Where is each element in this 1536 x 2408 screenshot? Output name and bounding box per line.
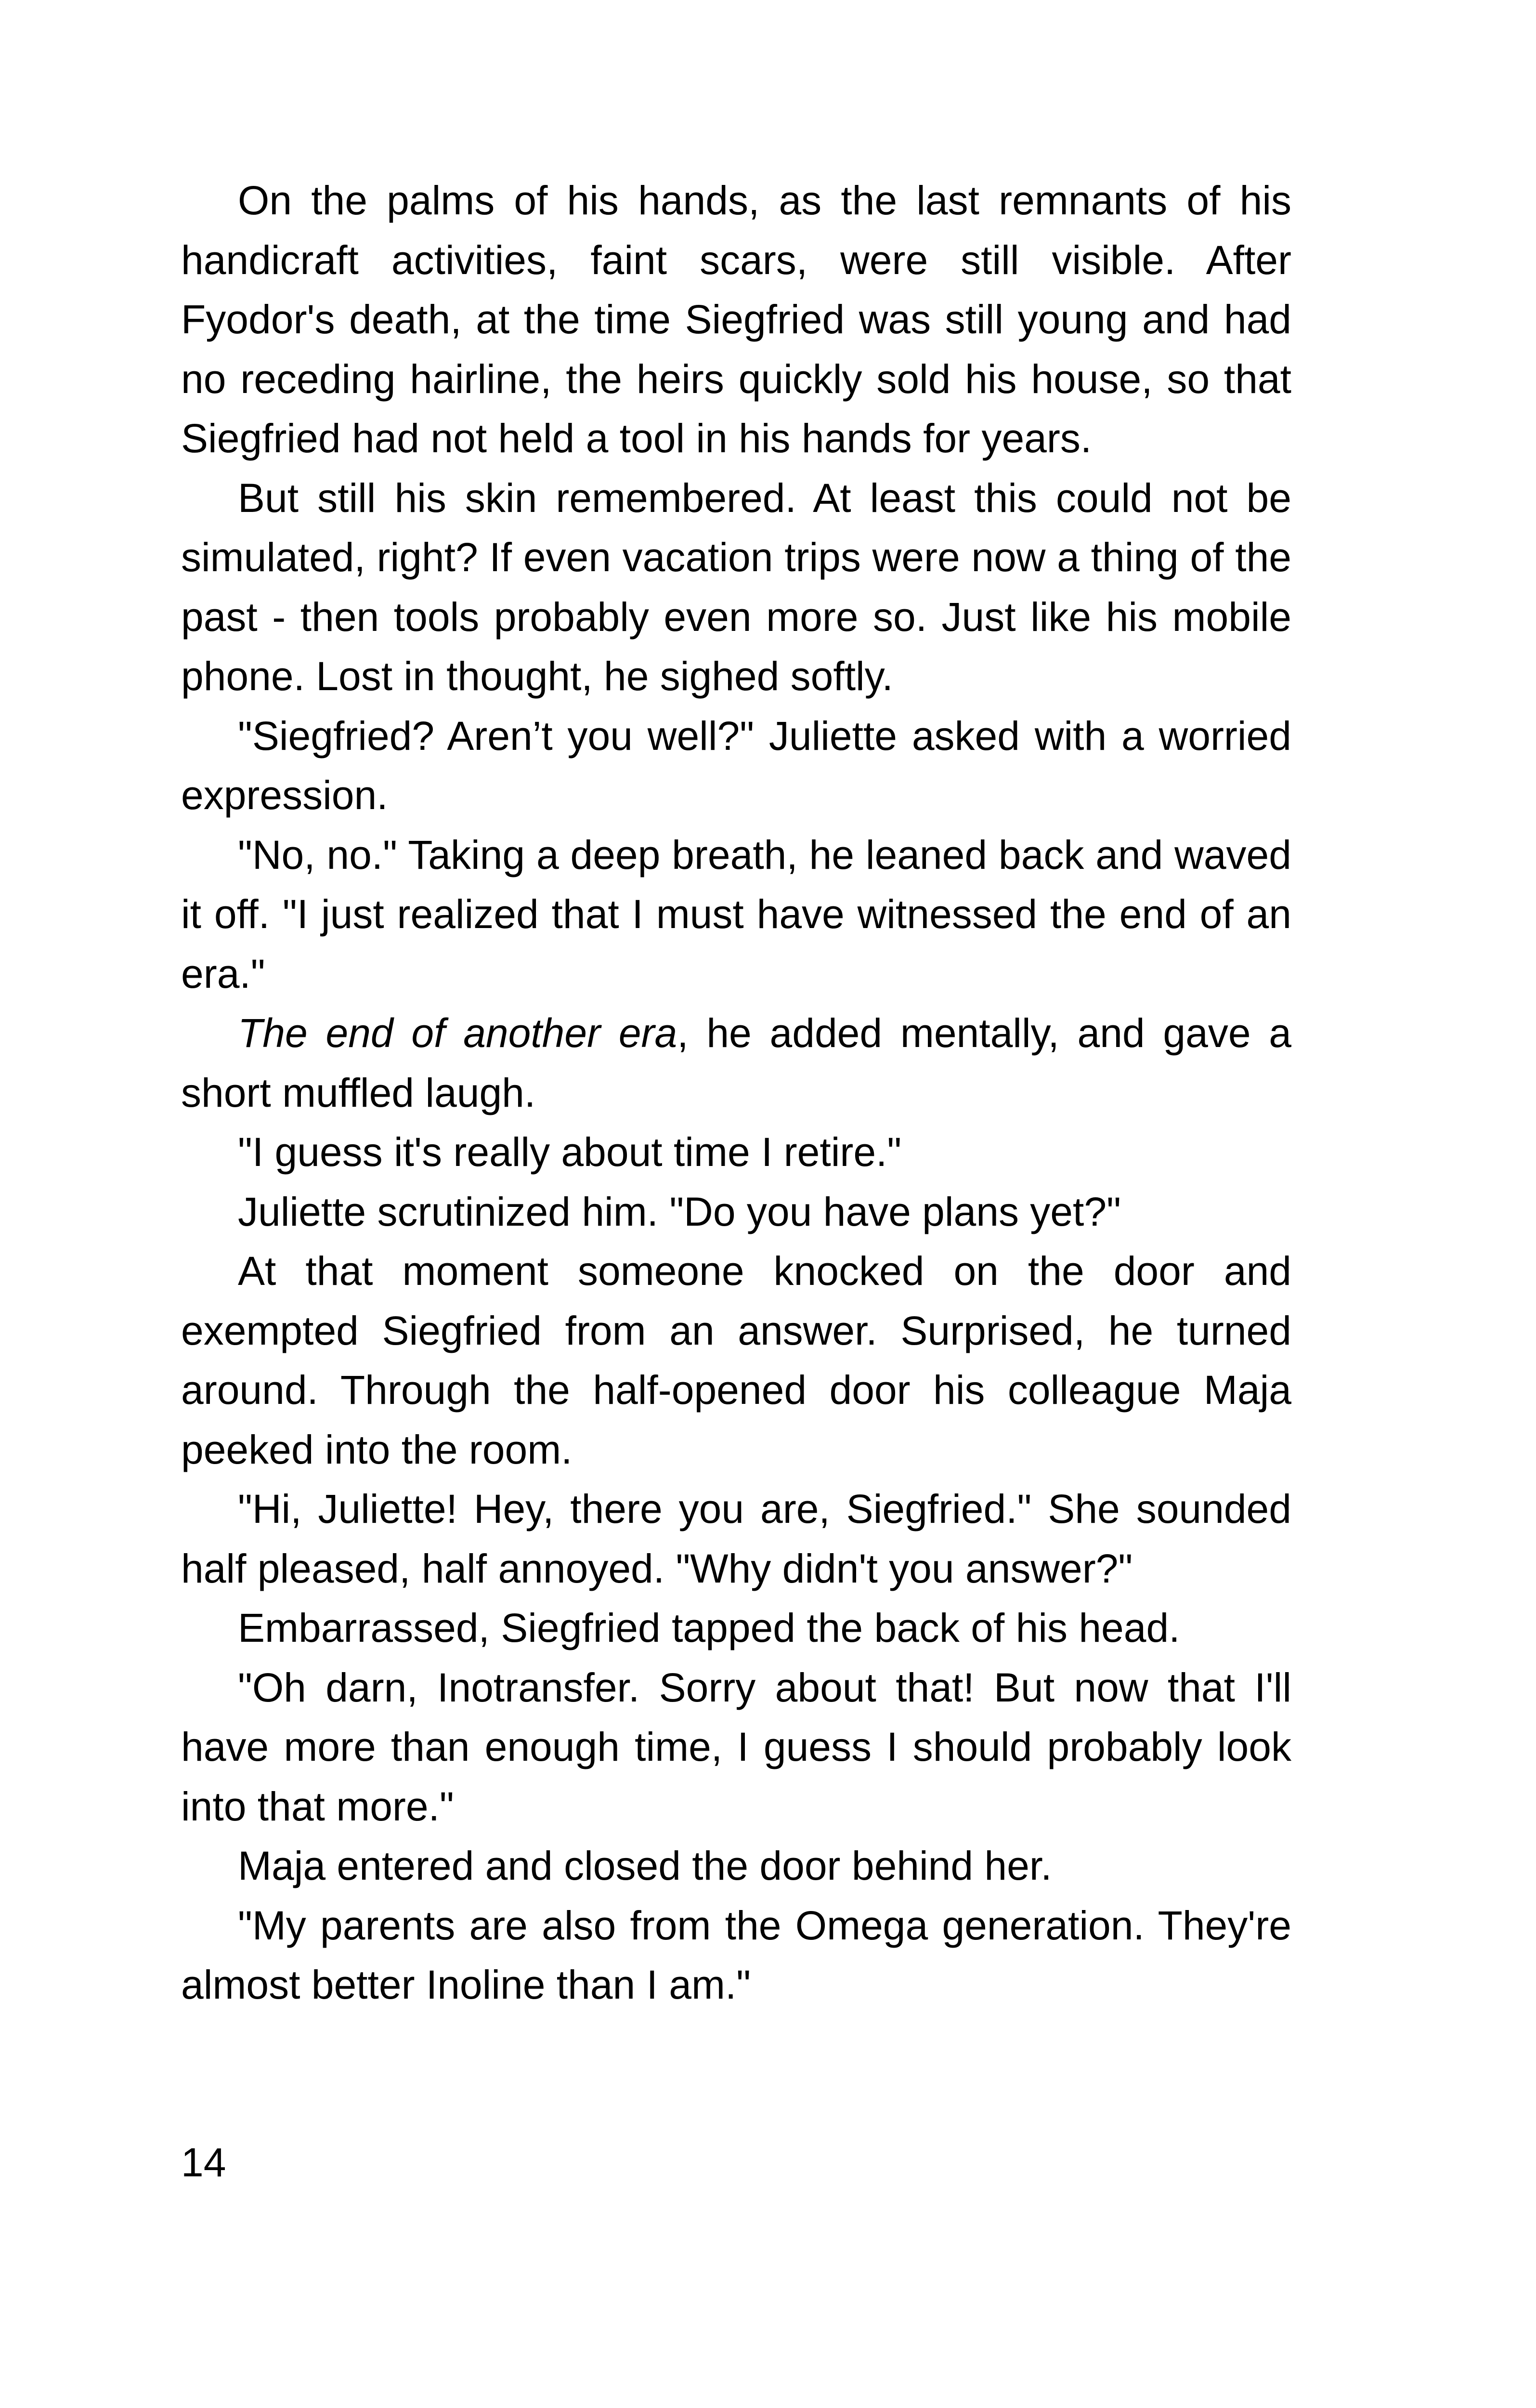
paragraph-8: At that moment someone knocked on the door and exempted Siegfried from an answer. Surprised, he turned around. Through the half-opened door his colleague Maja peeked into the room. bbox=[181, 1248, 1291, 1472]
paragraph-2: But still his skin remembered. At least this could not be simulated, right? If even vacation trips were now a thing of the past - then tools probably even more so. Just like his mobile phone. Lost in thought, he sighed softly. bbox=[181, 475, 1291, 699]
paragraph-5 bbox=[181, 1004, 1291, 1123]
paragraph-1: On the palms of his hands, as the last remnants of his handicraft activities, faint scars, were still visible. After Fyodor's death, at the time Siegfried was still young and had no receding hairline, the heirs quickly sold his house, so that Siegfried had not held a tool in his hands for years. bbox=[181, 178, 1291, 461]
paragraph-4: "No, no." Taking a deep breath, he leaned back and waved it off. "I just realized that I must have witnessed the end of an era." bbox=[181, 832, 1291, 996]
paragraph-7: Juliette scrutinized him. "Do you have plans yet?" bbox=[238, 1189, 1121, 1234]
paragraph-10: Embarrassed, Siegfried tapped the back of his head. bbox=[238, 1605, 1180, 1650]
paragraph-9: "Hi, Juliette! Hey, there you are, Siegfried." She sounded half pleased, half annoyed. "Why didn't you answer?" bbox=[181, 1486, 1291, 1591]
paragraph-5-text: , he added mentally, and gave a short muffled laugh. bbox=[181, 1010, 1291, 1115]
page-number: 14 bbox=[181, 2140, 226, 2185]
paragraph-13: "My parents are also from the Omega generation. They're almost better Inoline than I am." bbox=[181, 1902, 1291, 2007]
italic-phrase: The end of another era bbox=[238, 1010, 677, 1056]
paragraph-11: "Oh darn, Inotransfer. Sorry about that! But now that I'll have more than enough time, I guess I should probably look into that more." bbox=[181, 1664, 1291, 1829]
paragraph-6: "I guess it's really about time I retire." bbox=[238, 1129, 902, 1175]
paragraph-3: "Siegfried? Aren’t you well?" Juliette asked with a worried expression. bbox=[181, 713, 1291, 818]
paragraph-12: Maja entered and closed the door behind her. bbox=[238, 1843, 1052, 1888]
body-text bbox=[181, 171, 1291, 2015]
